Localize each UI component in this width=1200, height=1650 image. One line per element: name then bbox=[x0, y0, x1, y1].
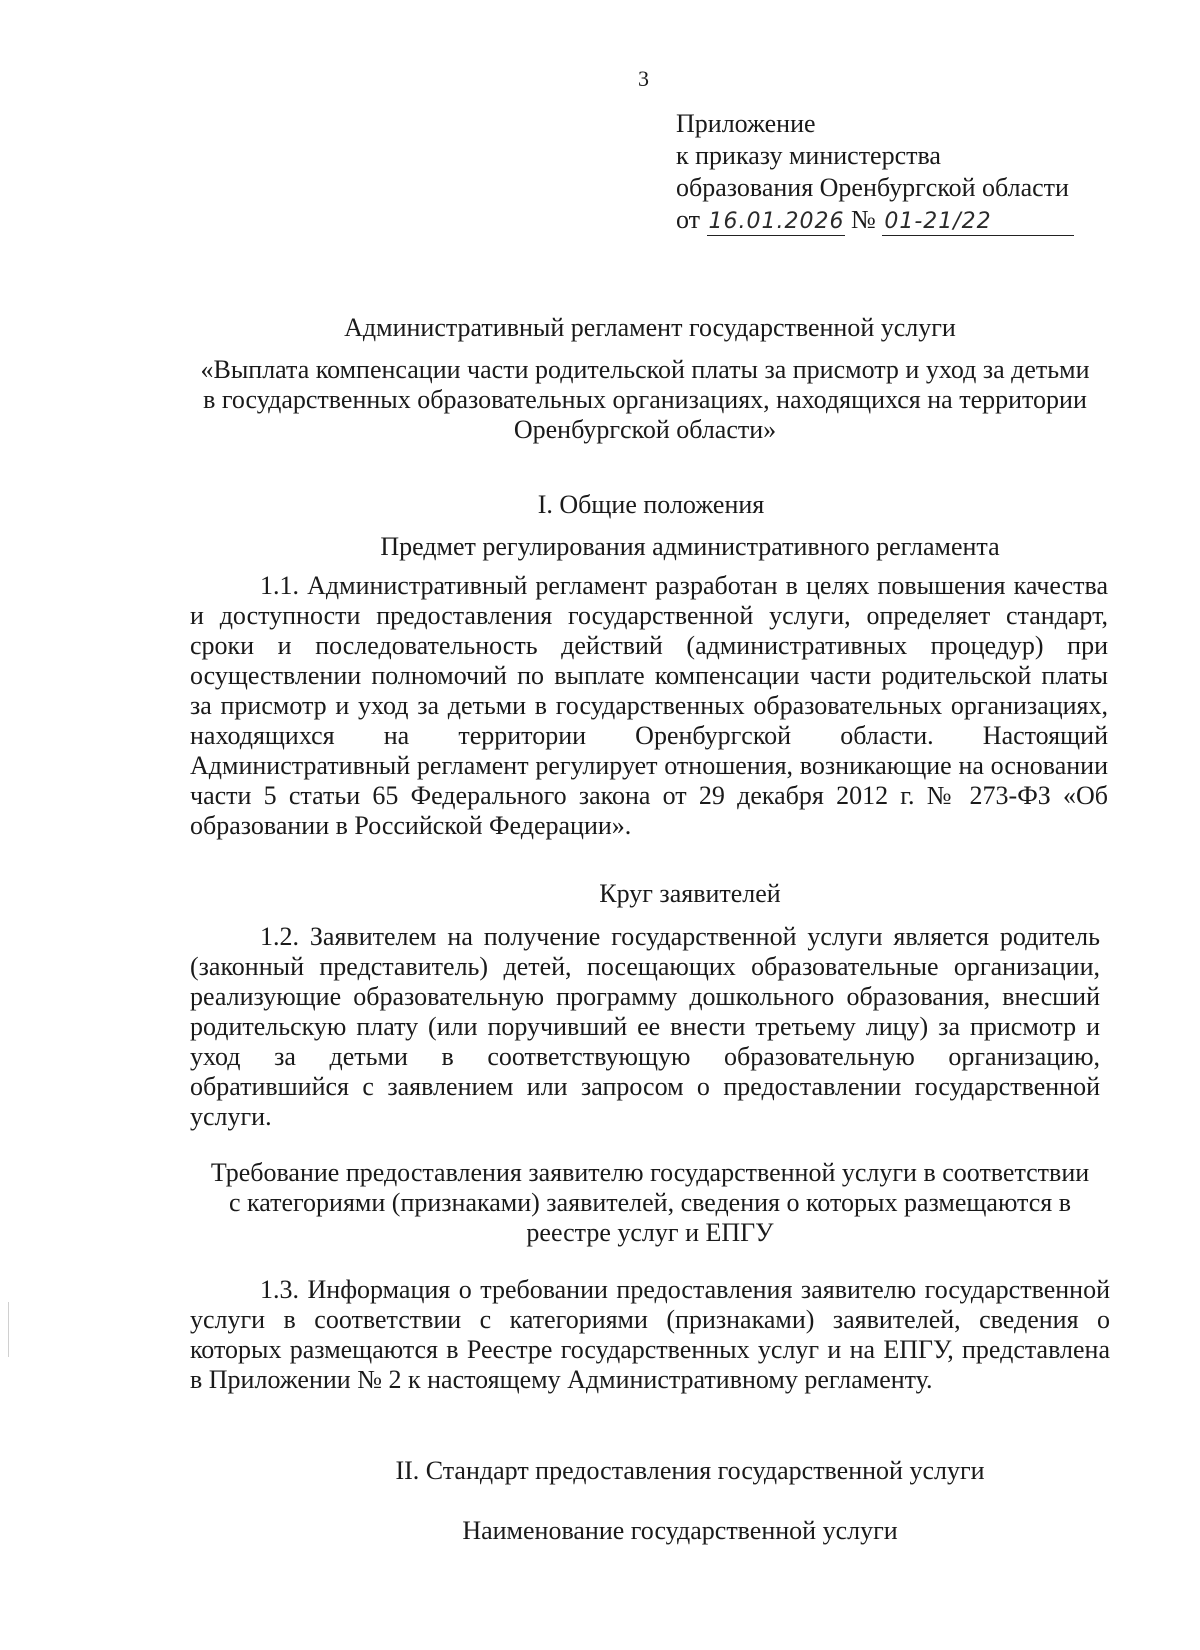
section-2-heading: II. Стандарт предоставления государственной услуги bbox=[395, 1456, 985, 1485]
appendix-block bbox=[676, 108, 1074, 236]
service-title: «Выплата компенсации части родительской платы за присмотр и уход за детьми в государственных образовательных организациях, находящихся на территории Оренбургской области» bbox=[200, 355, 1090, 444]
appendix-order-ref: к приказу министерства bbox=[676, 141, 941, 170]
appendix-ministry: образования Оренбургской области bbox=[676, 173, 1069, 202]
appendix-date-number-line bbox=[676, 204, 1074, 236]
number-label: № bbox=[851, 205, 876, 234]
order-number-handwritten: 01-21/22 bbox=[884, 209, 992, 234]
appendix-title: Приложение bbox=[676, 109, 816, 138]
from-label: от bbox=[676, 205, 701, 234]
subject-heading: Предмет регулирования административного регламента bbox=[380, 532, 1000, 561]
paragraph-1-1: 1.1. Административный регламент разработан в целях повышения качества и доступности предоставления государственной услуги, определяет стандарт, сроки и последовательность действий (административных процедур) при осуществлении полномочий по выплате компенсации части родительской платы за присмотр и уход за детьми в государственных образовательных организациях, находящихся на территории Оренбургской области. Настоящий Административный регламент регулирует отношения, возникающие на основании части 5 статьи 65 Федерального закона от 29 декабря 2012 г. № 273-ФЗ «Об образовании в Российской Федерации». bbox=[190, 571, 1108, 840]
order-number-field bbox=[882, 207, 1074, 236]
order-date-field bbox=[707, 207, 845, 236]
requirement-heading: Требование предоставления заявителю государственной услуги в соответствии с категориями (признаками) заявителей, сведения о которых размещаются в реестре услуг и ЕПГУ bbox=[210, 1158, 1090, 1247]
paragraph-1-3: 1.3. Информация о требовании предоставления заявителю государственной услуги в соответствии с категориями (признаками) заявителей, сведения о которых размещаются в Реестре государственных услуг и на ЕПГУ, представлена в Приложении № 2 к настоящему Административному регламенту. bbox=[190, 1275, 1110, 1394]
applicants-heading: Круг заявителей bbox=[599, 879, 781, 908]
section-1-heading: I. Общие положения bbox=[537, 490, 765, 519]
scan-margin-mark bbox=[8, 1302, 9, 1357]
paragraph-1-2: 1.2. Заявителем на получение государственной услуги является родитель (законный представитель) детей, посещающих образовательные организации, реализующие образовательную программу дошкольного образования, внесший родительскую плату (или поручивший ее внести третьему лицу) за присмотр и уход за детьми в соответствующую образовательную организацию, обратившийся с заявлением или запросом о предоставлении государственной услуги. bbox=[190, 922, 1100, 1131]
service-name-heading: Наименование государственной услуги bbox=[462, 1516, 898, 1545]
page-number: 3 bbox=[638, 66, 649, 91]
order-date-handwritten: 16.01.2026 bbox=[708, 209, 845, 234]
regulation-title: Административный регламент государственной услуги bbox=[344, 313, 956, 342]
